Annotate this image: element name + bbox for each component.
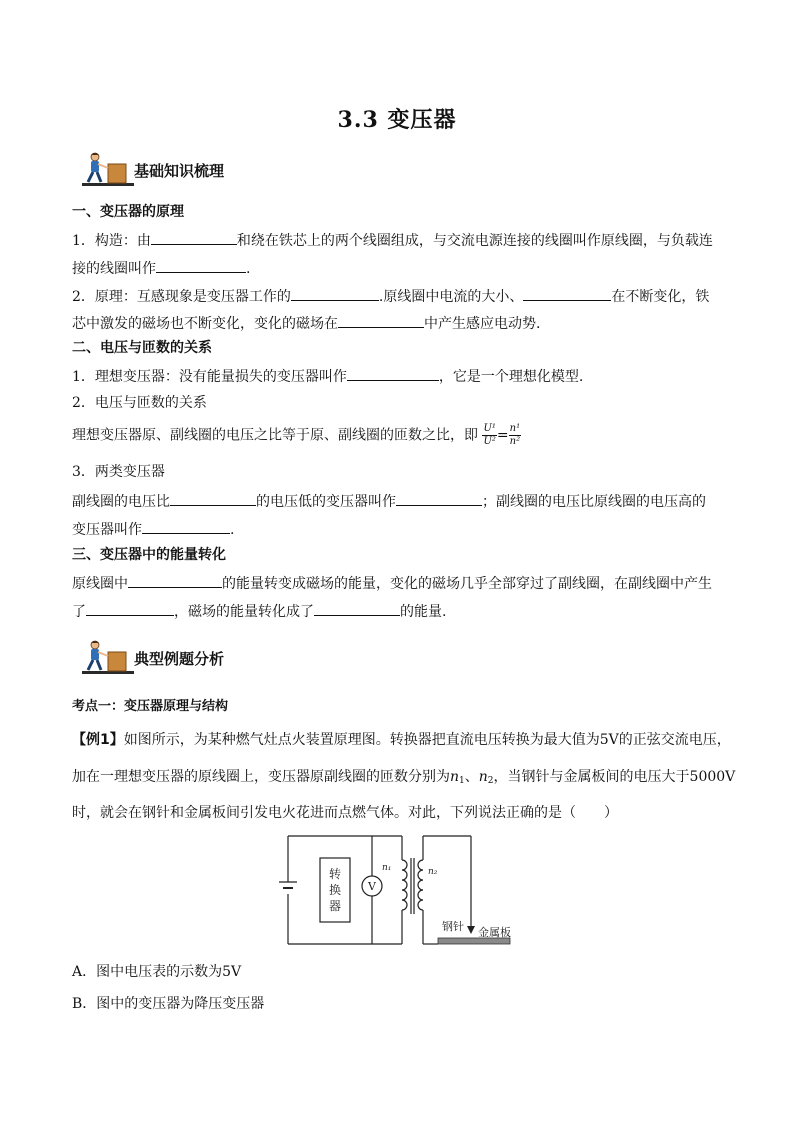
- text: 变压器叫作: [72, 522, 142, 538]
- text: 副线圈的电压比: [72, 494, 170, 510]
- denominator: U²: [483, 436, 496, 447]
- n1-subscript: 1: [459, 776, 465, 786]
- ignition-circuit-diagram: [278, 830, 528, 954]
- converter-label-3: 器: [328, 899, 342, 913]
- paragraph-line: 3．两类变压器: [72, 464, 165, 480]
- text: 在不断变化，铁: [611, 289, 710, 305]
- example-tag: 【例1】: [72, 732, 124, 748]
- text: 了: [72, 604, 86, 620]
- section-label-examples: 典型例题分析: [134, 650, 225, 668]
- equals-sign: =: [496, 427, 509, 444]
- option-b[interactable]: B．图中的变压器为降压变压器: [72, 996, 265, 1012]
- fill-blank[interactable]: [142, 518, 230, 534]
- text: 芯中激发的磁场也不断变化，变化的磁场在: [72, 316, 338, 332]
- text: 中产生感应电动势.: [424, 316, 541, 332]
- text: ，它是一个理想化模型.: [438, 369, 584, 385]
- paragraph-line: [72, 600, 446, 622]
- paragraph-line: [72, 572, 712, 594]
- n2-subscript: 2: [487, 776, 494, 786]
- paragraph-line: [72, 365, 583, 387]
- text: 接的线圈叫作: [72, 261, 156, 277]
- text: 原线圈中: [72, 576, 128, 592]
- paragraph-line: [72, 257, 250, 279]
- text: .原线圈中电流的大小、: [378, 289, 524, 305]
- text: ；副线圈的电压比原线圈的电压高的: [482, 494, 706, 510]
- text: 如图所示，为某种燃气灶点火装置原理图。转换器把直流电压转换为最大值为5V的正弦交流电压，: [123, 732, 731, 748]
- section-label-basics: 基础知识梳理: [134, 162, 225, 180]
- fill-blank[interactable]: [347, 365, 439, 381]
- text: 1．构造：由: [72, 233, 151, 249]
- text: .: [246, 261, 251, 277]
- option-a[interactable]: A．图中电压表的示数为5V: [72, 964, 242, 980]
- page-title: 3.3 变压器: [337, 107, 457, 133]
- paragraph-line: [72, 518, 234, 540]
- paragraph-line-formula: [72, 423, 521, 448]
- plate-label: 金属板: [478, 926, 511, 939]
- example-line: [72, 730, 731, 750]
- section-header-basics: [82, 150, 382, 192]
- paragraph-line: 2．电压与匝数的关系: [72, 395, 207, 411]
- heading-voltage-turns: 二、电压与匝数的关系: [72, 340, 212, 356]
- numerator: U¹: [483, 423, 496, 434]
- converter-label-1: 转: [328, 867, 342, 881]
- paragraph-line: [72, 285, 709, 307]
- heading-principle: 一、变压器的原理: [72, 204, 184, 220]
- n2-symbol: n: [478, 769, 488, 785]
- needle-tip: [467, 926, 475, 934]
- heading-energy: 三、变压器中的能量转化: [72, 547, 226, 563]
- n2-label: n₂: [428, 867, 438, 877]
- fill-blank[interactable]: [170, 490, 256, 506]
- fill-blank[interactable]: [156, 257, 246, 273]
- turns-ratio: [509, 423, 521, 448]
- exam-point-heading: 考点一：变压器原理与结构: [72, 699, 229, 714]
- text: 和绕在铁芯上的两个线圈组成，与交流电源连接的线圈叫作原线圈，与负载连: [236, 233, 713, 249]
- paragraph-line: [72, 312, 540, 334]
- text: 2．原理：互感现象是变压器工作的: [72, 289, 291, 305]
- needle-label: 钢针: [442, 920, 464, 933]
- numerator: n¹: [509, 423, 521, 434]
- n1-symbol: n: [450, 769, 460, 785]
- text: 的能量.: [400, 604, 447, 620]
- section-header-examples: [82, 638, 382, 680]
- voltmeter-label: V: [368, 880, 376, 893]
- pushing-box-icon: [82, 150, 134, 190]
- n1-label: n₁: [382, 863, 392, 873]
- fill-blank[interactable]: [291, 285, 379, 301]
- denominator: n²: [509, 436, 521, 447]
- example-line: 时，就会在钢针和金属板间引发电火花进而点燃气体。对此，下列说法正确的是（ ）: [72, 805, 618, 821]
- text: 加在一理想变压器的原线圈上，变压器原副线圈的匝数分别为: [72, 769, 450, 785]
- fill-blank[interactable]: [396, 490, 482, 506]
- text: 、: [464, 769, 479, 785]
- paragraph-line: [72, 229, 713, 251]
- fill-blank[interactable]: [86, 600, 174, 616]
- fill-blank[interactable]: [128, 572, 222, 588]
- text: ，磁场的能量转化成了: [174, 604, 314, 620]
- converter-label-2: 换: [328, 883, 342, 897]
- paragraph-line: [72, 490, 706, 512]
- fill-blank[interactable]: [338, 312, 424, 328]
- text: 理想变压器原、副线圈的电压之比等于原、副线圈的匝数之比，即: [72, 427, 478, 444]
- text: .: [230, 522, 235, 538]
- example-line: [72, 767, 735, 791]
- fill-blank[interactable]: [314, 600, 400, 616]
- text: 的能量转变成磁场的能量，变化的磁场几乎全部穿过了副线圈，在副线圈中产生: [222, 576, 712, 592]
- text: 的电压低的变压器叫作: [256, 494, 396, 510]
- text: ，当钢针与金属板间的电压大于5000V: [493, 769, 736, 785]
- voltage-ratio: [482, 423, 496, 448]
- fill-blank[interactable]: [523, 285, 611, 301]
- pushing-box-icon: [82, 638, 134, 678]
- fill-blank[interactable]: [151, 229, 237, 245]
- text: 1．理想变压器：没有能量损失的变压器叫作: [72, 369, 347, 385]
